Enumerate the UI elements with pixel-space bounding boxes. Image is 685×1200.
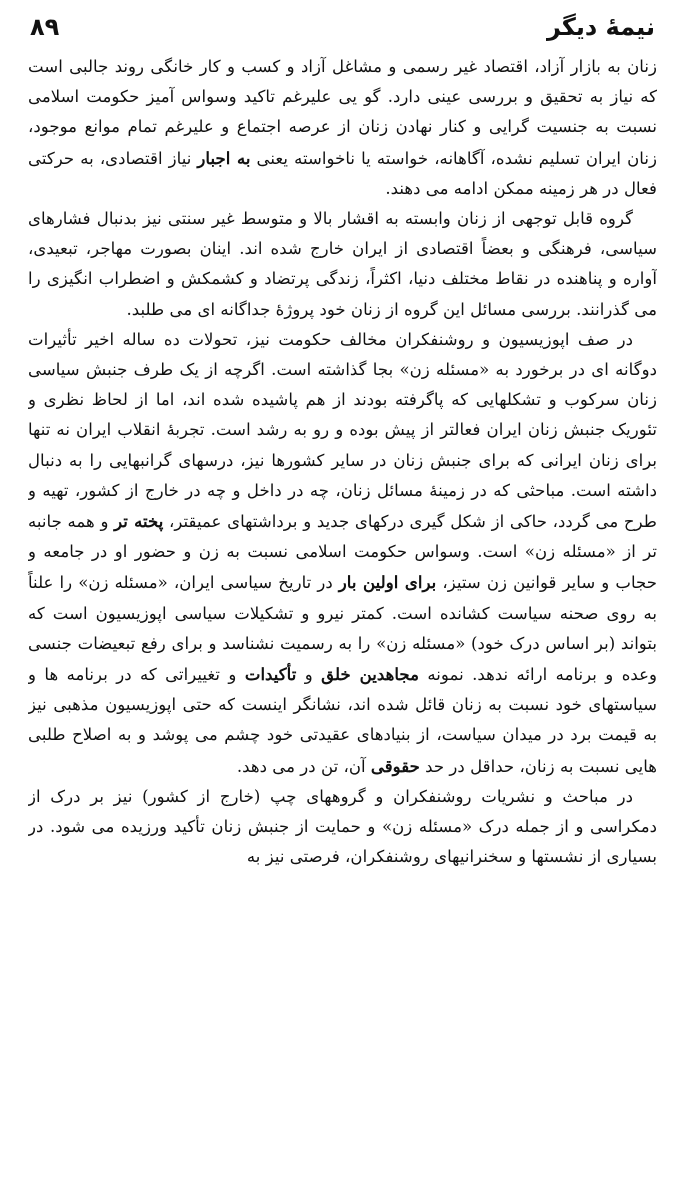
bold-text-run: به اجبار <box>197 147 251 168</box>
text-run: در تاریخ سیاسی ایران، «مسئله زن» را علناً به روی صحنه سیاست کشانده است. کمتر نیرو و تشکیلات سیاسی اپوزیسیون است که بتواند (بر اساس درک خود) «مسئله زن» را به رسمیت نشناسد و برای رفع تبعیضات جنسی وعده و برنامه ارائه ندهد. نمونه <box>28 573 657 685</box>
page-header <box>30 8 655 46</box>
bold-text-run: مجاهدین خلق <box>321 664 420 685</box>
page-number: ۸۹ <box>30 13 60 41</box>
text-run: در صف اپوزیسیون و روشنفکران مخالف حکومت نیز، تحولات ده ساله اخیر تأثیرات دوگانه ای در برخورد به «مسئله زن» بجا گذاشته است. اگرچه از یک طرف جنبش سیاسی زنان سرکوب و تشکلهایی که پاگرفته بودند از هم پاشیده شده اند، اما از لحاظ نظری و تئوریک جنبش زنان ایران فعالتر از پیش بوده و رو به رشد است. تجربهٔ انقلاب ایران نه تنها برای زنان ایرانی که برای جنبش زنان در سایر کشورها نیز، درسهای گرانبهایی را به دنبال داشته است. مباحثی که در زمینهٔ مسائل زنان، چه در داخل و چه در خارج از کشور، تهیه و طرح می گردد، حاکی از شکل گیری درکهای جدید و برداشتهای عمیقتر، <box>28 329 657 532</box>
text-run: گروه قابل توجهی از زنان وابسته به اقشار بالا و متوسط غیر سنتی نیز بدنبال فشارهای سیاسی، فرهنگی و بعضاً اقتصادی از ایران خارج شده اند. اینان بصورت مهاجر، تبعیدی، آواره و پناهنده در نقاط مختلف دنیا، اکثراً، زندگی پرتضاد و کشمکش و اضطراب انگیزی را می گذرانند. بررسی مسائل این گروه از زنان خود پروژهٔ جداگانه ای می طلبد. <box>28 209 657 319</box>
bold-text-run: برای اولین بار <box>338 572 437 593</box>
text-run: نیاز اقتصادی، به حرکتی فعال در هر زمینه ممکن ادامه می دهند. <box>28 148 657 198</box>
paragraph <box>28 204 657 325</box>
text-run: در مباحث و نشریات روشنفکران و گروههای چپ (خارج از کشور) نیز بر درک از دمکراسی و از جمله درک «مسئله زن» و حمایت از جنبش زنان تأکید ورزیده می شود. در بسیاری از نشستها و سخنرانیهای روشنفکران، فرصتی نیز به <box>28 786 657 867</box>
text-run: زنان به بازار آزاد، اقتصاد غیر رسمی و مشاغل آزاد و کسب و کار خانگی روند جالبی است که نیاز به تحقیق و بررسی عینی دارد. گو یی علیرغم تاکید وسواس آمیز حکومت اسلامی نسبت به جنسیت گرایی و کنار نهادن زنان از عرصه اجتماع و علیرغم تمام موانع موجود، زنان ایران تسلیم نشده، آگاهانه، خواسته یا ناخواسته یعنی <box>28 57 657 168</box>
text-run: و تغییراتی که در برنامه ها و سیاستهای خود نسبت به زنان قائل شده اند، نشانگر اینست که حتی اپوزیسیون مذهبی نیز به قیمت برد در میدان سیاست، از بنیادهای عقیدتی خود چشم می پوشد و به اصلاح طلبی هایی نسبت به زنان، حداقل در حد <box>28 665 657 776</box>
paragraph <box>28 52 657 204</box>
paragraph <box>28 782 657 873</box>
body-text <box>28 52 657 1190</box>
bold-text-run: تأکیدات <box>244 664 297 685</box>
bold-text-run: حقوقی <box>370 755 420 776</box>
book-title: نیمهٔ دیگر <box>546 13 655 41</box>
paragraph <box>28 325 657 782</box>
text-run: و همه جانبه تر از «مسئله زن» است. وسواس حکومت اسلامی نسبت به زن و حضور او در جامعه و حجاب و سایر قوانین زن ستیز، <box>28 512 657 593</box>
bold-text-run: پخته تر <box>114 511 164 532</box>
text-run: آن، تن در می دهد. <box>236 756 371 776</box>
text-run: و <box>296 665 322 685</box>
